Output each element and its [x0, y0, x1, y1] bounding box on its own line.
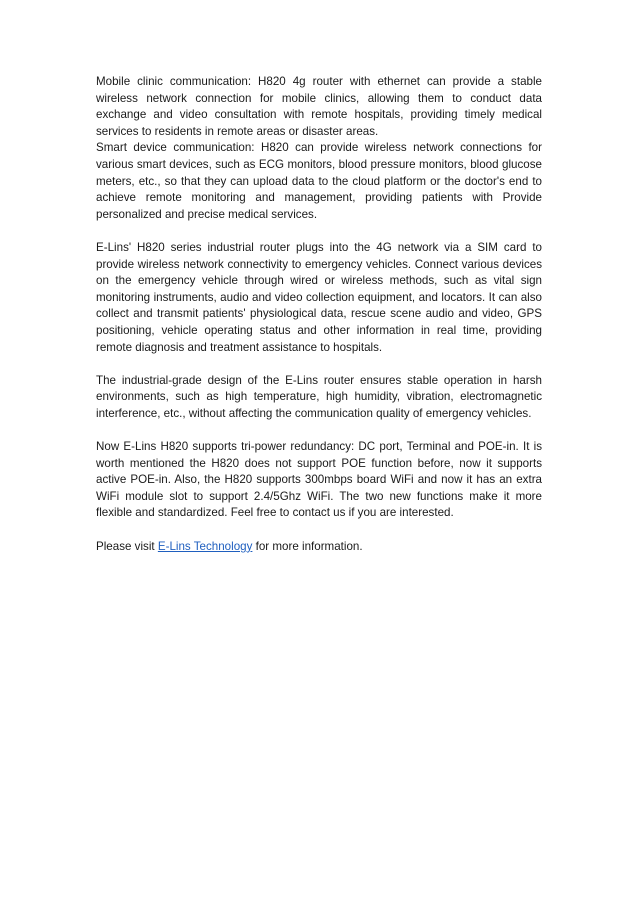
elins-technology-link[interactable]: E-Lins Technology — [157, 539, 253, 553]
closing-suffix: for more information. — [252, 539, 363, 553]
paragraph-closing — [96, 539, 542, 556]
document-body — [96, 74, 542, 555]
paragraph-tri-power: Now E-Lins H820 supports tri-power redundancy: DC port, Terminal and POE-in. It is worth mentioned the H820 does not support POE function before, now it supports active POE-in. Also, the H820 supports 300mbps board WiFi and now it has an extra WiFi module slot to support 2.4/5Ghz WiFi. The two new functions make it more flexible and standardized. Feel free to contact us if you are interested. — [96, 440, 542, 520]
paragraph-smart-device: Smart device communication: H820 can provide wireless network connections for various smart devices, such as ECG monitors, blood pressure monitors, blood glucose meters, etc., so that they can upload data to the cloud platform or the doctor's end to achieve remote monitoring and management, providing patients with Provide personalized and precise medical services. — [96, 141, 542, 221]
paragraph-industrial-design: The industrial-grade design of the E-Lins router ensures stable operation in harsh environments, such as high temperature, high humidity, vibration, electromagnetic interference, etc., without affecting the communication quality of emergency vehicles. — [96, 373, 542, 420]
paragraph-mobile-clinic: Mobile clinic communication: H820 4g router with ethernet can provide a stable wireless network connection for mobile clinics, allowing them to conduct data exchange and video consultation with remote hospitals, providing timely medical services to residents in remote areas or disaster areas. — [96, 75, 542, 138]
paragraph-h820-series: E-Lins' H820 series industrial router plugs into the 4G network via a SIM card to provide wireless network connectivity to emergency vehicles. Connect various devices on the emergency vehicle through wired or wireless methods, such as vital sign monitoring instruments, audio and video collection equipment, and locators. It can also collect and transmit patients' physiological data, rescue scene audio and video, GPS positioning, vehicle operating status and other information in real time, providing remote diagnosis and treatment assistance to hospitals. — [96, 240, 542, 354]
closing-prefix: Please visit — [96, 539, 158, 553]
